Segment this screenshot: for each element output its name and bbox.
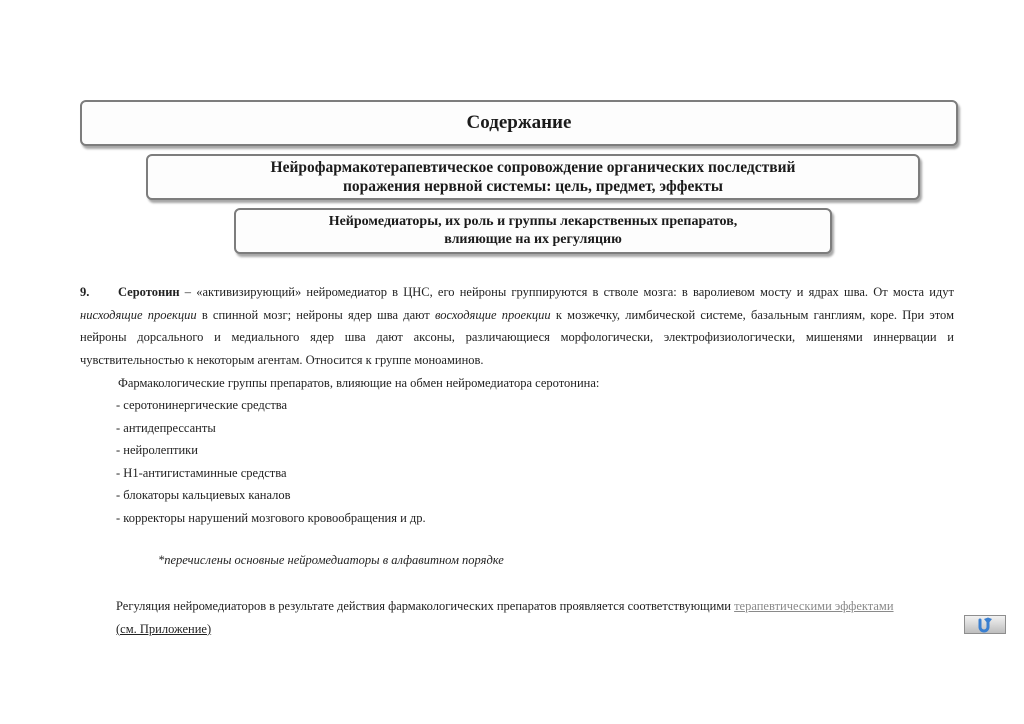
appendix-link[interactable]: (см. Приложение) xyxy=(116,621,212,636)
topic-title-line-2: поражения нервной системы: цель, предмет, эффекты xyxy=(343,178,723,195)
paragraph-number: 9. xyxy=(80,285,90,299)
topic-title-box[interactable] xyxy=(146,154,920,200)
section-title-line-2: влияющие на их регуляцию xyxy=(444,232,622,247)
groups-heading: Фармакологические группы препаратов, влияющие на обмен нейромедиатора серотонина: xyxy=(118,376,600,390)
regulation-paragraph xyxy=(116,595,954,640)
paragraph-term: Серотонин xyxy=(118,285,180,299)
drug-groups-list xyxy=(116,394,426,529)
serotonin-paragraph xyxy=(80,281,954,371)
topic-title-line-1: Нейрофармакотерапевтическое сопровождение органических последствий xyxy=(270,159,796,176)
contents-title: Содержание xyxy=(466,112,572,133)
list-item: - корректоры нарушений мозгового кровообращения и др. xyxy=(116,510,426,525)
paragraph-text-3: к мозжечку, лимбической системе, базальным ганглиям, коре. При этом нейроны дорсального и медиального ядер шва дают аксоны, различающиеся морфологически, электрофизиологически, мишенями иннервации и чувствительностью к некоторым агентам. Относится к группе моноаминов. xyxy=(80,307,954,367)
paragraph-italic-1: нисходящие проекции xyxy=(80,307,197,322)
list-item: - нейролептики xyxy=(116,443,198,457)
paragraph-text-1: – «активизирующий» нейромедиатор в ЦНС, его нейроны группируются в стволе мозга: в варолиевом мосту и ядрах шва. От моста идут xyxy=(179,285,954,299)
contents-title-box[interactable] xyxy=(80,100,958,146)
list-item: - серотонинергические средства xyxy=(116,398,288,412)
regulation-text: Регуляция нейромедиаторов в результате действия фармакологических препаратов проявляется соответствующими xyxy=(116,599,735,613)
paragraph-italic-2: восходящие проекции xyxy=(434,307,551,322)
list-item: - антидепрессанты xyxy=(116,420,216,435)
return-arrow-icon xyxy=(975,617,995,633)
paragraph-text-2: в спинной мозг; нейроны ядер шва дают xyxy=(196,307,435,322)
section-title-box[interactable] xyxy=(234,208,832,254)
list-item: - Н1-антигистаминные средства xyxy=(116,465,287,480)
therapeutic-effects-link[interactable]: терапевтическими эффектами xyxy=(734,599,894,613)
footnote: *перечислены основные нейромедиаторы в алфавитном порядке xyxy=(158,553,504,567)
list-item: - блокаторы кальциевых каналов xyxy=(116,488,291,502)
section-title-line-1: Нейромедиаторы, их роль и группы лекарственных препаратов, xyxy=(328,214,738,229)
back-button[interactable] xyxy=(964,615,1006,634)
